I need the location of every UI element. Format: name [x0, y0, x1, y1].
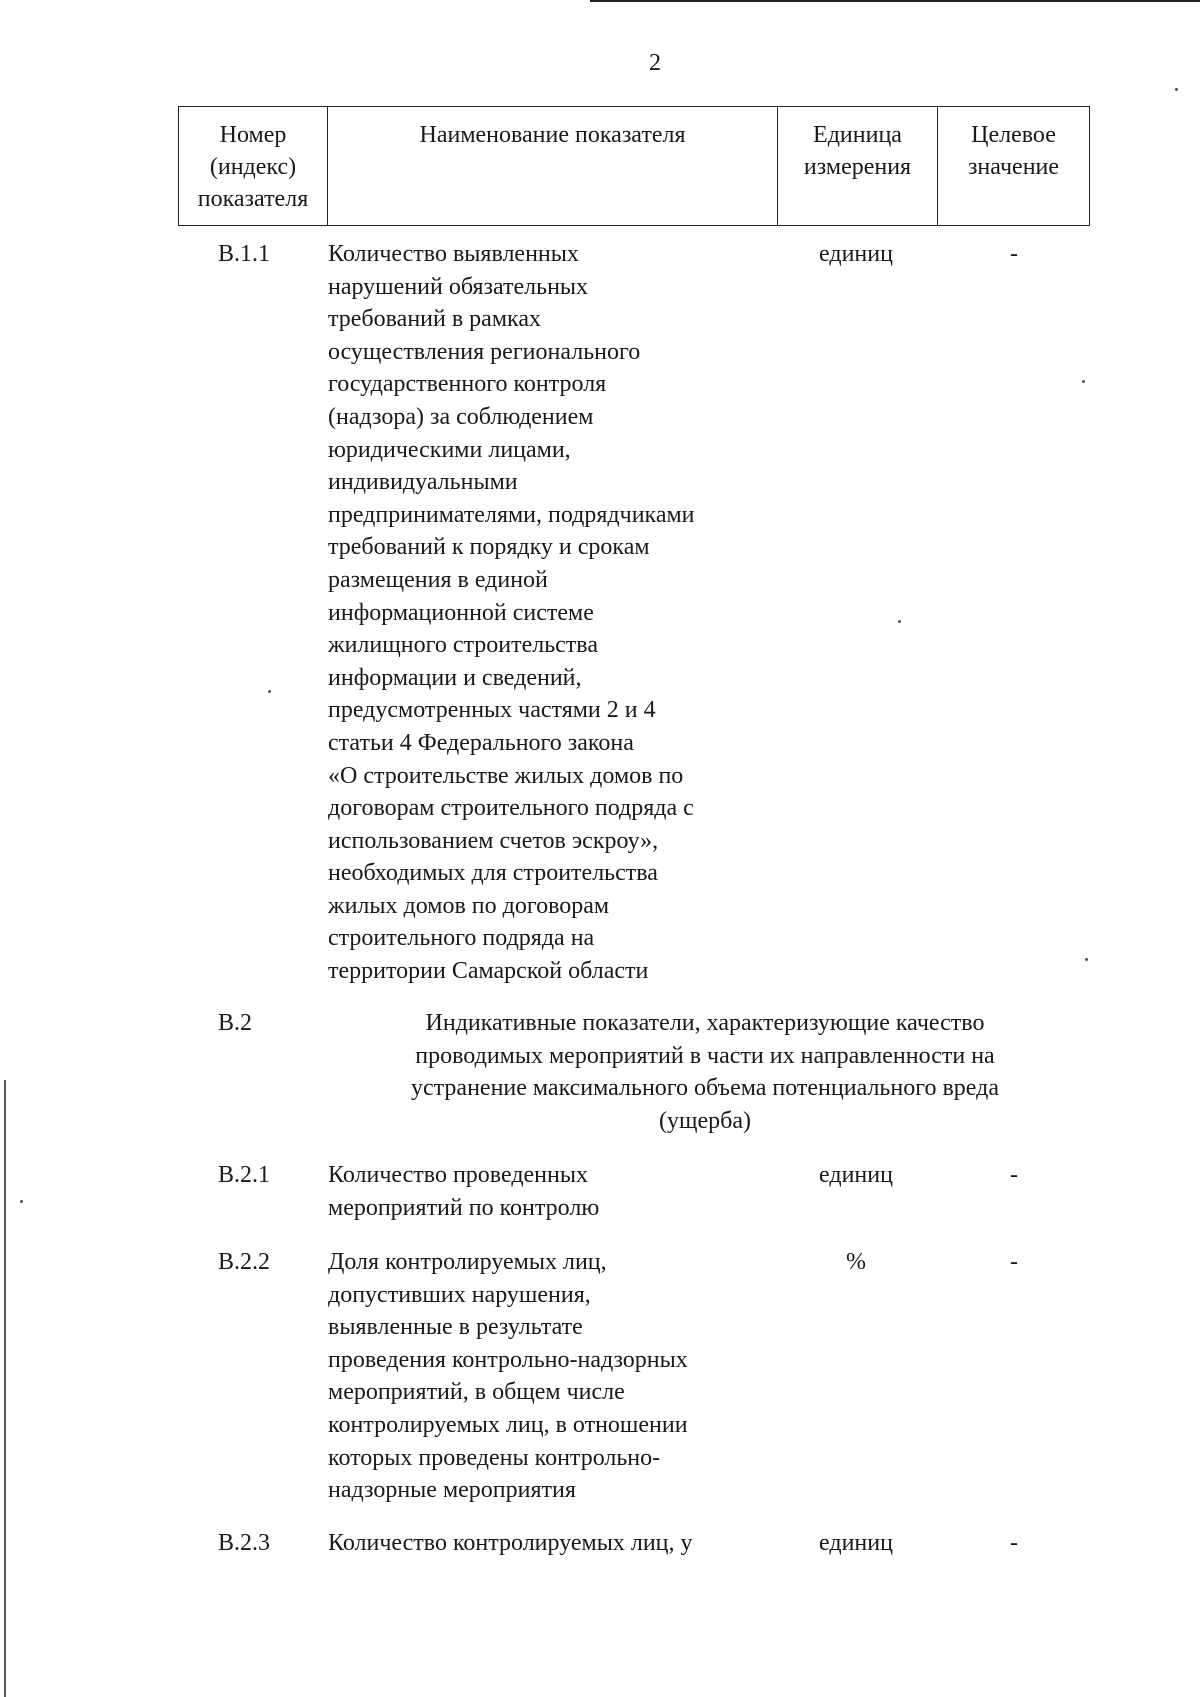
- description-line: использованием счетов эскроу»,: [328, 827, 659, 854]
- description-line: государственного контроля: [328, 371, 607, 398]
- section-title: [345, 1007, 1065, 1137]
- row-code: В.1.1: [218, 241, 271, 267]
- row-code: В.2.1: [218, 1162, 271, 1188]
- section-title-line: устранение максимального объема потенциального вреда: [410, 1075, 999, 1102]
- description-line: Доля контролируемых лиц,: [328, 1249, 607, 1275]
- description-line: требований к порядку и срокам: [328, 534, 650, 561]
- scan-speck: [1085, 958, 1088, 961]
- description-line: мероприятий, в общем числе: [328, 1379, 625, 1406]
- description-line: проведения контрольно-надзорных: [328, 1346, 688, 1373]
- description-line: нарушений обязательных: [328, 273, 589, 300]
- row-unit: %: [846, 1249, 866, 1275]
- row-code: В.2.2: [218, 1249, 271, 1275]
- row-description: [328, 1159, 778, 1224]
- header-code: [179, 107, 327, 225]
- scan-speck: [268, 690, 271, 693]
- description-line: Количество контролируемых лиц, у: [328, 1530, 693, 1556]
- row-unit: единиц: [819, 1162, 893, 1188]
- header-unit-line: измерения: [803, 154, 912, 180]
- header-target: [937, 107, 1089, 225]
- scan-speck: [898, 620, 901, 623]
- description-line: предусмотренных частями 2 и 4: [328, 697, 656, 724]
- table-header: [178, 106, 1090, 226]
- description-line: информационной системе: [328, 599, 594, 626]
- section-title-line: (ущерба): [659, 1107, 751, 1134]
- description-line: (надзора) за соблюдением: [328, 403, 594, 430]
- header-code-line: (индекс): [209, 154, 297, 180]
- description-line: информации и сведений,: [328, 664, 582, 691]
- description-line: надзорные мероприятия: [328, 1477, 576, 1504]
- description-line: Количество проведенных: [328, 1162, 588, 1188]
- description-line: юридическими лицами,: [328, 436, 571, 463]
- section-title-line: Индикативные показатели, характеризующие качество: [425, 1010, 985, 1036]
- row-code: В.2.3: [218, 1530, 271, 1556]
- row-target: -: [1010, 241, 1018, 267]
- scan-speck: [1082, 380, 1085, 383]
- description-line: территории Самарской области: [328, 958, 649, 985]
- description-line: контролируемых лиц, в отношении: [328, 1411, 688, 1438]
- row-unit: единиц: [819, 1530, 893, 1556]
- header-name: [327, 107, 777, 225]
- description-line: индивидуальными: [328, 469, 518, 496]
- header-code-line: показателя: [197, 186, 309, 212]
- header-unit: [777, 107, 937, 225]
- description-line: требований в рамках: [328, 306, 541, 333]
- description-line: статьи 4 Федерального закона: [328, 729, 634, 756]
- row-target: -: [1010, 1249, 1018, 1275]
- row-description: [328, 1527, 778, 1560]
- row-description: [328, 1246, 778, 1507]
- description-line: предпринимателями, подрядчиками: [328, 501, 695, 528]
- header-target-line: значение: [967, 154, 1060, 180]
- section-title-line: проводимых мероприятий в части их направленности на: [415, 1042, 995, 1069]
- description-line: Количество выявленных: [328, 241, 579, 267]
- header-unit-line: Единица: [813, 122, 902, 148]
- row-code: В.2: [218, 1010, 253, 1036]
- description-line: выявленные в результате: [328, 1314, 583, 1341]
- description-line: строительного подряда на: [328, 925, 595, 952]
- description-line: размещения в единой: [328, 566, 548, 593]
- row-target: -: [1010, 1530, 1018, 1556]
- description-line: жилых домов по договорам: [328, 892, 610, 919]
- row-description: [328, 238, 778, 988]
- description-line: осуществления регионального: [328, 338, 641, 365]
- description-line: необходимых для строительства: [328, 860, 658, 887]
- page-frame-left-line: [4, 1080, 6, 1697]
- description-line: допустивших нарушения,: [328, 1281, 591, 1308]
- description-line: жилищного строительства: [328, 632, 598, 659]
- header-name-line: Наименование показателя: [419, 122, 686, 148]
- description-line: мероприятий по контролю: [328, 1194, 600, 1221]
- header-target-line: Целевое: [971, 122, 1056, 148]
- header-code-line: Номер: [219, 122, 287, 148]
- page-frame-top-line: [590, 0, 1200, 2]
- description-line: которых проведены контрольно-: [328, 1444, 661, 1471]
- row-unit: единиц: [819, 241, 893, 267]
- scan-speck: [20, 1200, 23, 1203]
- page-number: 2: [649, 50, 661, 76]
- scan-speck: [1175, 88, 1178, 91]
- row-target: -: [1010, 1162, 1018, 1188]
- description-line: договорам строительного подряда с: [328, 795, 694, 822]
- description-line: «О строительстве жилых домов по: [328, 762, 684, 789]
